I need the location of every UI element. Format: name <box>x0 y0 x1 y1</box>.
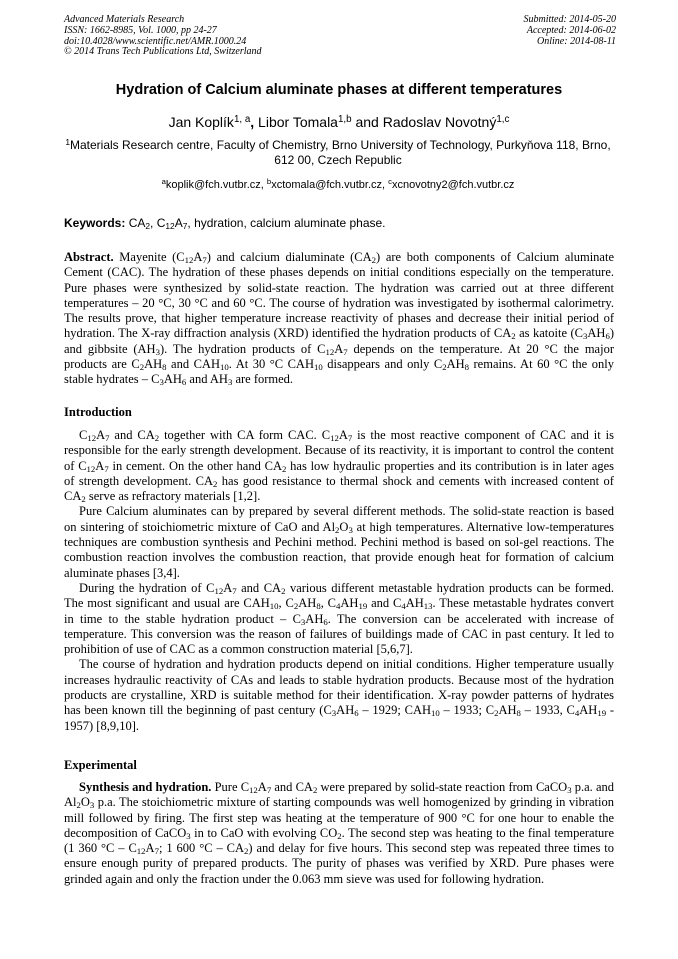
abstract: Abstract. Mayenite $(C_{12}A_7)$ and calcium dialuminate $(CA_2)$ are both components of Calcium aluminate Cement (CAC). The hydration of these phases depends on initial conditions especially on the temperature. Pure phases were synthesized by solid-state reaction. The hydration was carried out at three different temperatures – 20 °C, 30 °C and 60 °C. The course of hydration was investigated by isothermal calorimetry. The results prove, that higher temperature increase reactivity of phases and decrease their initial period of hydration. The X-ray diffraction analysis (XRD) identified the hydration products of $CA_2$ as katoite $(C_3AH_6)$ and gibbsite $(AH_3)$. The hydration products of $C_{12}A_7$ depends on the temperature. At 20 °C the major products are $C_2AH_8$ and $CAH_{10}$. At 30 °C $CAH_{10}$ disappears and only $C_2AH_8$ remains. At 60 °C the only stable hydrates – $C_3AH_6$ and $AH_3$ are formed. <box>64 250 614 388</box>
heading-introduction: Introduction <box>64 405 132 419</box>
online-date: Online: 2014-08-11 <box>537 35 616 47</box>
submitted-date: Submitted: 2014-05-20 <box>523 14 616 25</box>
synthesis-label: Synthesis and hydration. <box>79 780 212 794</box>
keywords-label: Keywords: <box>64 216 126 230</box>
abstract-label: Abstract. <box>64 250 114 264</box>
experimental-text: Synthesis and hydration. Pure $C_{12}A_7$ and $CA_2$ were prepared by solid-state reaction from CaCO$_3$ p.a. and $Al_2O_3$ p.a. The stoichiometric mixture of starting compounds was well homogenized by grinding in vibration mill followed by firing. The first step was heating at the temperature of 900 °C for one hour to enable the decomposition of CaCO$_3$ in to CaO with evolving $CO_2$. The second step was heating to the final temperature (1 360 $^\circ C - C_{12}A_7$; 1 600 $^\circ C - CA_2$) and delay for five hours. This second step was repeated three times to ensure enough purity of prepared products. The purity of phases was verified by XRD. Pure phases were grinded again and only the fraction under the 0.063 mm sieve was used for following hydration. <box>64 780 615 886</box>
paper-title: Hydration of Calcium aluminate phases at different temperatures <box>115 82 563 98</box>
publication-dates <box>524 15 617 47</box>
keywords: Keywords: $CA_2$, $C_{12}A_7$, hydration, calcium aluminate phase. <box>64 216 386 232</box>
journal-copyright: © 2014 Trans Tech Publications Ltd, Switzerland <box>64 46 262 58</box>
affiliation: $^1$Materials Research centre, Faculty of Chemistry, Brno University of Technology, Purkyňova 118, Brno, 612 00, Czech Republic <box>65 136 611 167</box>
journal-doi: doi:10.4028/www.scientific.net/AMR.1000.24 <box>64 35 247 47</box>
author-emails: $^a$koplik@fch.vutbr.cz, $^b$xctomala@fch.vutbr.cz, $^c$xcnovotny2@fch.vutbr.cz <box>161 177 515 191</box>
introduction-text: $C_{12}A_7$ and $CA_2$ together with CA form CAC. $C_{12}A_7$ is the most reactive component of CAC and it is responsible for the early strength development. Because of its reactivity, it is important to control the content of $C_{12}A_7$ in cement. On the other hand $CA_2$ has low hydraulic properties and its contribution is in later ages of strength development. $CA_2$ has good resistance to thermal shock and cements with increased content of $CA_2$ serve as refractory materials [1,2]. Pure Calcium aluminates can by prepared by several different methods. The solid-state reaction is based on sintering of stoichiometric mixture of CaO and $Al_2O_3$ at high temperatures. Alternative low-temperatures techniques are combustion synthesis and Pechini method. Pechini method is based on sol-gel reactions. The combustion reaction involves the combustion reaction, that provide enough heat for formation of calcium aluminate phases [3,4]. During the hydration of $C_{12}A_7$ and $CA_2$ various different metastable hydration products can be formed. The most significant and usual are $CAH_{10}$, $C_2AH_8$, $C_4AH_{19}$ and $C_4AH_{13}$. These metastable hydrates convert in time to the stable hydration product – $C_3AH_6$. The conversion can be accelerated with increase of temperature. This conversion was the reason of failures of buildings made of CAC in past century. It led to prohibition of use of CAC as a common construction material [5,6,7]. The course of hydration and hydration products depend on initial conditions. Higher temperature usually increases hydraulic reactivity of CAs and leads to stable hydration products. Because most of the hydration products are crystalline, XRD is suitable method for their identification. X-ray powder patterns of hydrates has been known till the beginning of past century ($C_3AH_6 - 1929$; $CAH_{10} - 1933$; $C_2AH_8 - 1933$, $C_4AH_{19} - 1957$) [8,9,10]. <box>64 428 615 733</box>
journal-info <box>64 15 262 58</box>
heading-experimental: Experimental <box>64 758 137 772</box>
journal-issn: ISSN: 1662-8985, Vol. 1000, pp 24-27 <box>64 24 217 36</box>
accepted-date: Accepted: 2014-06-02 <box>526 24 616 36</box>
journal-name: Advanced Materials Research <box>64 14 185 25</box>
author-list: Jan Koplík$^{1, a}$, Libor Tomala$^{1,b}$ and Radoslav Novotný$^{1,c}$ <box>168 114 510 130</box>
